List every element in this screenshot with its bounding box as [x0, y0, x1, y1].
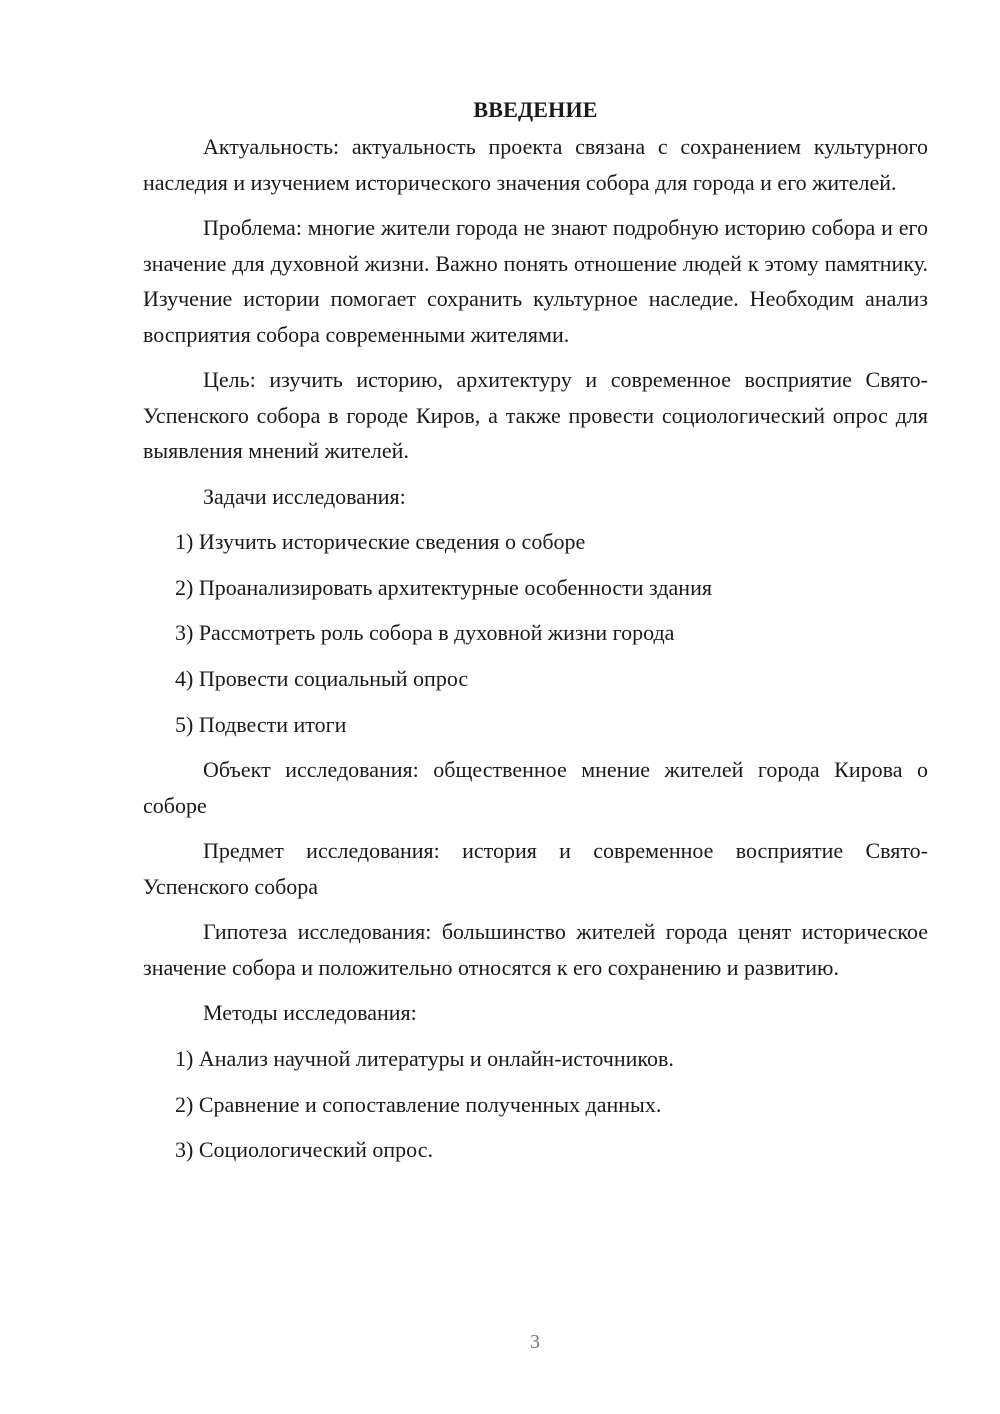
tasks-list [143, 524, 928, 742]
page-number: 3 [530, 1331, 540, 1353]
tasks-heading: Задачи исследования: [203, 483, 406, 509]
list-item: 2) Проанализировать архитектурные особенности здания [175, 574, 712, 600]
list-item: 1) Изучить исторические сведения о соборе [175, 529, 586, 554]
hypothesis-paragraph: Гипотеза исследования: большинство жителей города ценят историческое значение собора и положительно относятся к его сохранению и развитию. [143, 919, 928, 980]
list-item: 4) Провести социальный опрос [175, 666, 469, 692]
relevance-paragraph: Актуальность: актуальность проекта связана с сохранением культурного наследия и изучением исторического значения собора для города и его жителей. [143, 134, 928, 195]
methods-list [143, 1041, 928, 1168]
list-item: 5) Подвести итоги [175, 711, 347, 737]
problem-paragraph: Проблема: многие жители города не знают подробную историю собора и его значение для духовной жизни. Важно понять отношение людей к этому памятнику. Изучение истории помогает сохранить культурное наследие. Необходим анализ восприятия собора современными жителями. [143, 215, 928, 347]
page-title: ВВЕДЕНИЕ [473, 97, 598, 122]
list-item: 1) Анализ научной литературы и онлайн-источников. [175, 1045, 674, 1071]
object-paragraph: Объект исследования: общественное мнение жителей города Кирова о соборе [143, 757, 928, 818]
list-item: 3) Социологический опрос. [175, 1137, 433, 1163]
list-item: 3) Рассмотреть роль собора в духовной жизни города [175, 620, 675, 646]
subject-paragraph: Предмет исследования: история и современное восприятие Свято-Успенского собора [143, 838, 928, 899]
list-item: 2) Сравнение и сопоставление полученных данных. [175, 1091, 662, 1117]
methods-heading: Методы исследования: [203, 1000, 417, 1026]
document-page [143, 92, 928, 1178]
goal-paragraph: Цель: изучить историю, архитектуру и современное восприятие Свято-Успенского собора в городе Киров, а также провести социологический опрос для выявления мнений жителей. [143, 367, 928, 463]
